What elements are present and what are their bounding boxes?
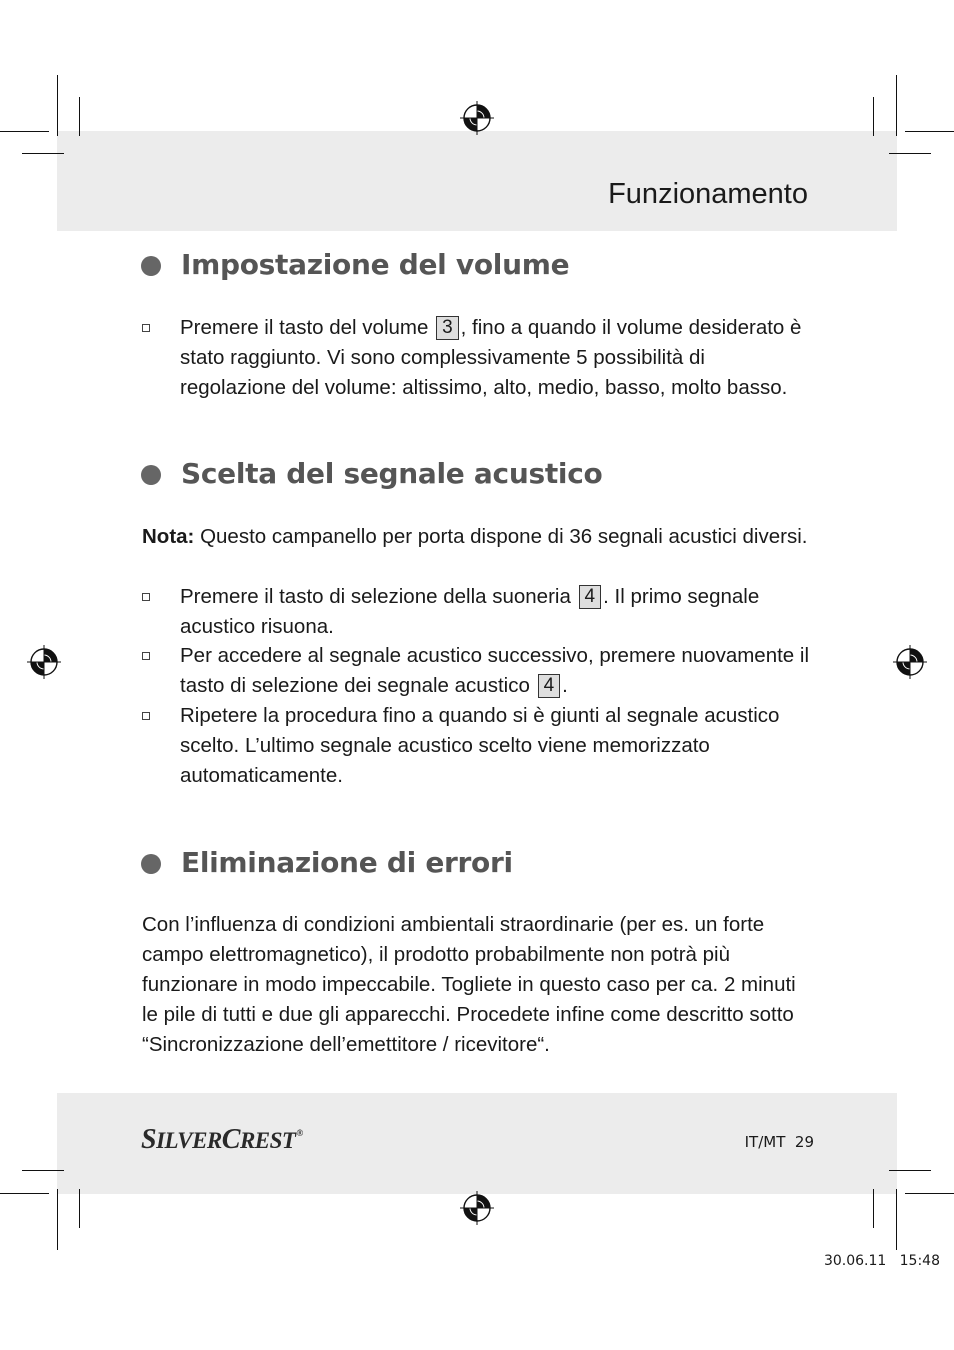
note-text: Questo campanello per porta dispone di 36 segnali acustici diversi. — [194, 525, 808, 548]
crop-mark — [79, 97, 80, 136]
part-reference: 4 — [538, 674, 561, 698]
part-reference: 3 — [436, 316, 459, 340]
crop-mark — [905, 1193, 954, 1194]
registration-mark-icon — [460, 1191, 494, 1225]
list-item-text: Premere il tasto di selezione della suoneria 4 . Il primo segnale acustico risuona. — [180, 585, 760, 638]
print-timestamp: 30.06.11 15:48 — [823, 1253, 940, 1269]
crop-mark — [905, 131, 954, 132]
checkbox-square-icon — [142, 652, 150, 660]
registration-mark-icon — [893, 645, 927, 679]
checkbox-square-icon — [142, 593, 150, 601]
part-reference: 4 — [579, 585, 602, 609]
crop-mark — [873, 97, 874, 136]
list-item — [142, 641, 814, 701]
bullet-dot-icon — [141, 256, 161, 276]
list-item-text: Per accedere al segnale acustico successivo, premere nuovamente il tasto di selezione dei segnale acustico 4 . — [180, 644, 809, 697]
checkbox-square-icon — [142, 324, 150, 332]
silvercrest-logo: SILVERCREST® — [141, 1124, 303, 1155]
crop-mark — [22, 1170, 64, 1171]
crop-mark — [0, 1193, 49, 1194]
registration-mark-icon — [460, 101, 494, 135]
note-label: Nota: — [142, 525, 195, 548]
list-item — [142, 701, 814, 791]
list-item — [142, 582, 814, 642]
troubleshooting-paragraph: Con l’influenza di condizioni ambientali straordinarie (per es. un forte campo elettromagnetico), il prodotto probabilmente non potrà più funzionare in modo impeccabile. Togliete in questo caso per ca. 2 minuti le pile di tutti e due gli apparecchi. Procedete infine come descritto sotto “Sincronizzazione dell’emettitore / ricevitore“. — [142, 913, 796, 1056]
crop-mark — [57, 1189, 58, 1250]
crop-mark — [22, 153, 64, 154]
note-paragraph — [142, 522, 814, 552]
list-item-text: Premere il tasto del volume 3 , fino a quando il volume desiderato è stato raggiunto. Vi sono complessivamente 5 possibilità di regolazione del volume: altissimo, alto, medio, basso, molto basso. — [180, 316, 802, 399]
crop-mark — [873, 1189, 874, 1228]
page-title: Funzionamento — [608, 178, 808, 210]
bullet-dot-icon — [141, 465, 161, 485]
crop-mark — [889, 153, 931, 154]
crop-mark — [896, 75, 897, 136]
registration-mark-icon — [27, 645, 61, 679]
section-heading-ringtone: Scelta del segnale acustico — [181, 457, 603, 490]
crop-mark — [57, 75, 58, 136]
section-heading-troubleshooting: Eliminazione di errori — [181, 846, 513, 879]
page-number: IT/MT 29 — [744, 1133, 814, 1151]
list-item — [142, 313, 814, 403]
crop-mark — [79, 1189, 80, 1228]
crop-mark — [896, 1189, 897, 1250]
section-heading-volume: Impostazione del volume — [181, 248, 570, 281]
bullet-dot-icon — [141, 854, 161, 874]
crop-mark — [0, 131, 49, 132]
checkbox-square-icon — [142, 712, 150, 720]
list-item-text: Ripetere la procedura fino a quando si è giunti al segnale acustico scelto. L’ultimo segnale acustico scelto viene memorizzato automaticamente. — [180, 704, 780, 787]
crop-mark — [889, 1170, 931, 1171]
